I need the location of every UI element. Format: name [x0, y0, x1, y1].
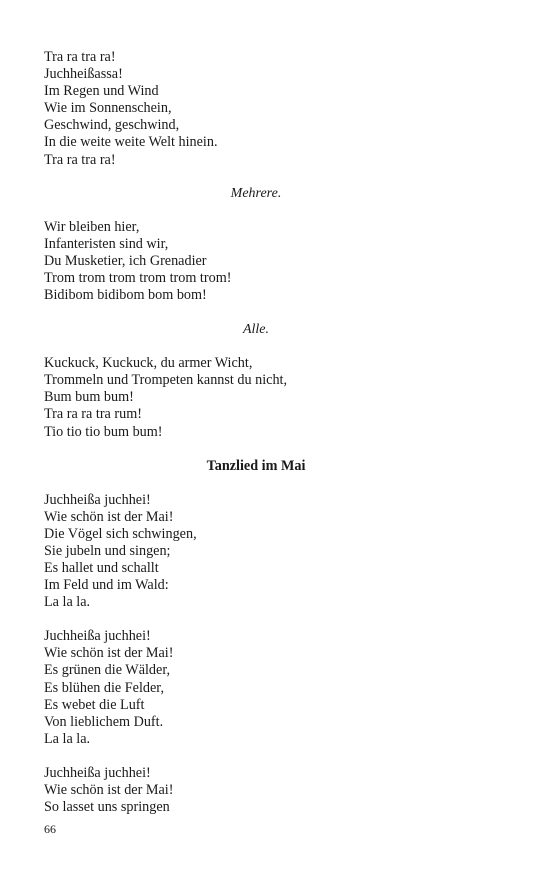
verse-line: Infanteristen sind wir,: [44, 235, 169, 252]
verse-line: Von lieblichem Duft.: [44, 713, 164, 730]
verse-line: Tra ra tra ra!: [44, 49, 116, 65]
verse-line: Geschwind, geschwind,: [44, 117, 180, 134]
verse-line: Wie schön ist der Mai!: [44, 782, 174, 798]
verse-line: Tio tio tio bum bum!: [44, 423, 163, 440]
verse-line: So lasset uns springen: [44, 799, 170, 816]
stanza-2: [44, 219, 468, 304]
verse-line: Juchheißa juchhei!: [44, 628, 151, 645]
stanza-1: [44, 49, 468, 169]
verse-line: Tra ra tra ra!: [44, 151, 116, 168]
verse-line: Juchheißassa!: [44, 66, 123, 83]
song-title: Tanzlied im Mai: [206, 457, 306, 474]
verse-line: Trommeln und Trompeten kannst du nicht,: [44, 372, 288, 389]
verse-line: Im Regen und Wind: [44, 83, 159, 100]
verse-line: Es webet die Luft: [44, 696, 145, 713]
verse-line: Es hallet und schallt: [44, 559, 159, 576]
verse-line: Trom trom trom trom trom trom!: [44, 269, 232, 286]
verse-line: Juchheißa juchhei!: [44, 764, 151, 781]
verse-line: Tra ra ra tra rum!: [44, 406, 142, 423]
verse-line: Kuckuck, Kuckuck, du armer Wicht,: [44, 355, 253, 372]
stanza-3: [44, 355, 468, 440]
verse-line: Wir bleiben hier,: [44, 218, 140, 235]
verse-line: Du Musketier, ich Grenadier: [44, 252, 207, 269]
verse-line: Die Vögel sich schwingen,: [44, 525, 197, 542]
verse-line: Im Feld und im Wald:: [44, 577, 169, 594]
stanza-4: [44, 492, 468, 612]
verse-line: Juchheißa juchhei!: [44, 491, 151, 508]
verse-line: Es blühen die Felder,: [44, 679, 164, 696]
verse-line: Sie jubeln und singen;: [44, 542, 171, 559]
speaker-heading: Alle.: [242, 322, 270, 338]
page-body: [44, 49, 468, 816]
verse-line: Wie schön ist der Mai!: [44, 508, 174, 525]
speaker-heading: Mehrere.: [230, 185, 282, 201]
verse-line: La la la.: [44, 594, 91, 611]
verse-line: Wie im Sonnenschein,: [44, 100, 172, 117]
verse-line: Es grünen die Wälder,: [44, 662, 171, 679]
stanza-6: [44, 765, 468, 816]
verse-line: Bum bum bum!: [44, 389, 134, 406]
verse-line: La la la.: [44, 730, 91, 747]
verse-line: Bidibom bidibom bom bom!: [44, 287, 207, 304]
page-number: 66: [44, 822, 56, 836]
stanza-5: [44, 628, 468, 748]
verse-line: In die weite weite Welt hinein.: [44, 134, 218, 151]
verse-line: Wie schön ist der Mai!: [44, 645, 174, 662]
